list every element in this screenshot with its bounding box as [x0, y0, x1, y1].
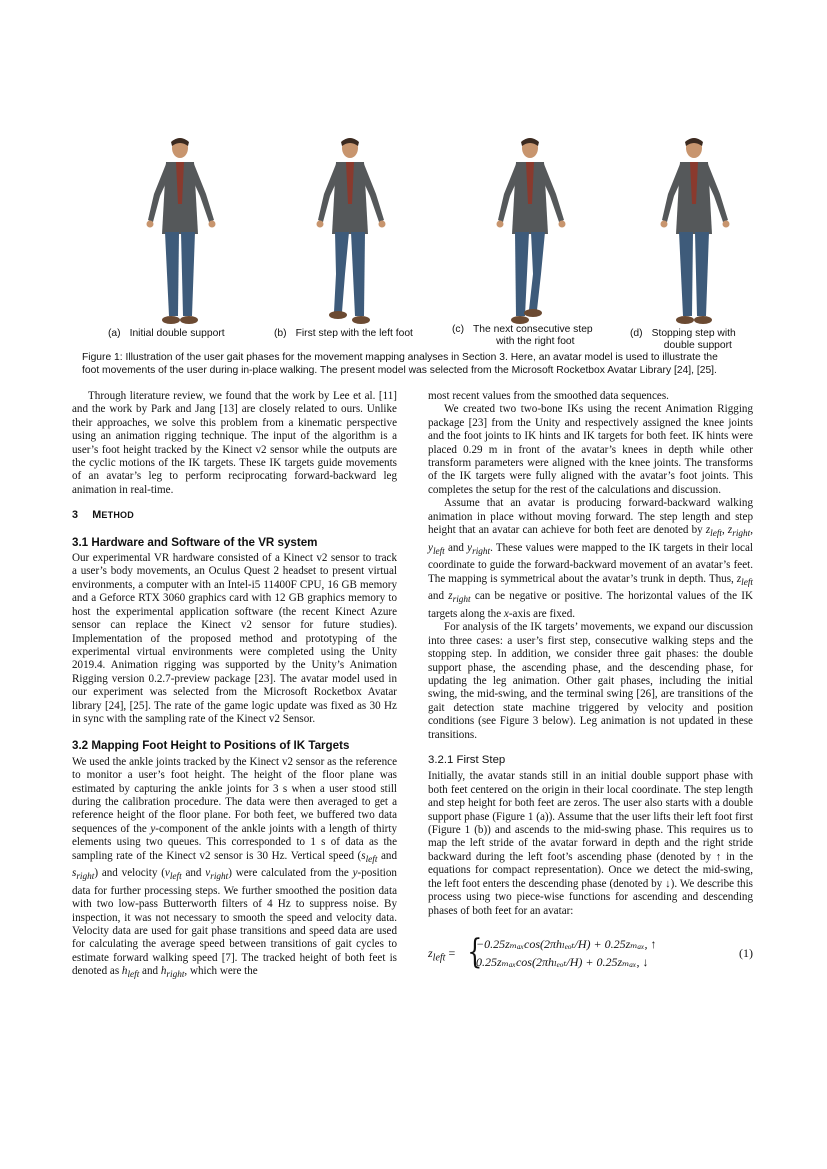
subfigure-text: Initial double support: [129, 328, 225, 339]
text-run: , which were the: [184, 965, 258, 978]
brace-symbol: {: [467, 931, 483, 972]
subfigure-caption-b: [274, 328, 413, 340]
equation-1: [428, 931, 753, 976]
math-var: z: [448, 590, 453, 603]
math-sub: right: [472, 546, 491, 557]
subfigure-text: Stopping step with: [651, 328, 736, 339]
avatar-image-b: [288, 128, 408, 353]
figure-caption: [82, 352, 762, 377]
text-run: . These values were mapped to the IK targets in their local coordinate to guide the forward-backward movement of an avatar’s feet. The mapping is symmetrical about the avatar’s trunk in depth. Thus,: [428, 541, 753, 585]
section-title-rest: ETHOD: [101, 510, 134, 521]
text-run: We used the ankle joints tracked by the Kinect v2 sensor as the reference to monitor a user’s foot height. The height of the floor plane was estimated by capturing the ankle joints for 3 s when a user stood still during the calibration procedure. The data were then averaged to get a reference height of the floor plane. For both feet, we buffered two data sequences of the: [72, 755, 397, 835]
math-sub: right: [210, 872, 229, 883]
math-var: x: [503, 607, 509, 620]
subfigure-label: (a): [108, 328, 121, 339]
math-sub: left: [710, 529, 722, 540]
math-sub: left: [432, 546, 445, 557]
figure-caption-line: Figure 1: Illustration of the user gait phases for the movement mapping analyses in Section 3. Here, an avatar model is used to illustrate the: [82, 352, 718, 363]
section-title-initial: M: [92, 509, 102, 522]
subfigure-text: double support: [663, 340, 732, 351]
math-sub: right: [452, 595, 471, 606]
math-var: h: [121, 965, 128, 978]
equation-case-ascending: −0.25zₘₐₓcos(2πhₗₑₒₜ/H) + 0.25zₘₐₓ, ↑: [476, 936, 657, 951]
section-heading-method: [72, 509, 397, 522]
math-var: v: [205, 867, 211, 880]
subfigure-caption-c: [452, 324, 593, 348]
text-run: Assume that an avatar is producing forward-backward walking animation in place without moving forward. The step length and step height that an avatar can achieve for both feet are denoted by: [428, 497, 753, 537]
paragraph-analysis: For analysis of the IK targets’ movements, we expand our discussion into three cases: a user’s first step, consecutive walking steps and the stopping step. In addition, we consider three gait phases: the double support phase, the ascending phase, and the descending phase, for updating the leg animation. Other gait phases, including the initial swing, the mid-swing, and the terminal swing [26], are transitions of the gait detection state machine triggered by velocity and position conditions (see Figure 3 below). Leg animation is not updated in these transitions.: [428, 621, 753, 741]
math-sub: left: [127, 970, 140, 981]
text-run: -component of the ankle joints with a length of thirty elements using two queues. This corresponded to 1 s of data as the sampling rate of the Kinect v2 sensor is 30 Hz. Vertical speed (: [72, 822, 397, 862]
equation-number: (1): [739, 945, 753, 960]
text-run: and: [428, 590, 449, 603]
math-sub: left: [432, 952, 446, 964]
math-var: z: [705, 524, 711, 537]
math-var: z: [727, 524, 733, 537]
equation-case-descending: 0.25zₘₐₓcos(2πhₗₑₒₜ/H) + 0.25zₘₐₓ, ↓: [476, 954, 649, 969]
subfigure-label: (c): [452, 324, 465, 335]
avatar-image-d: [634, 128, 754, 353]
subfigure-label: (b): [274, 328, 287, 339]
paragraph-ik-setup: We created two two-bone IKs using the recent Animation Rigging package [23] from the Unity and respectively assigned the knee joints and the foot joints to IK hints and IK targets for both feet. IK hints were placed 0.29 m in front of the avatar’s knees in depth while other transform parameters were aligned with the knee joints. The transforms of the IK targets were fully aligned with the avatar’s foot joints. This completes the setup for the rest of the calculations and discussion.: [428, 403, 753, 496]
figure-caption-line: foot movements of the user during in-place walking. The present model was selected from the Microsoft Rocketbox Avatar Library [24], [25].: [82, 364, 717, 376]
section-number: 3: [72, 509, 79, 522]
math-sub: left: [741, 577, 753, 588]
equation-lhs: [428, 947, 455, 965]
subfigure-text: with the right foot: [496, 336, 575, 347]
text-run: ,: [750, 524, 753, 537]
paragraph-assumption: [428, 497, 753, 621]
paragraph-continued: most recent values from the smoothed data sequences.: [428, 390, 669, 402]
math-var: y: [352, 867, 358, 880]
avatar-image-a: [120, 128, 240, 353]
math-var: s: [361, 849, 366, 862]
math-sub: right: [166, 970, 185, 981]
subfigure-caption-a: [108, 328, 225, 340]
figure-1: [0, 128, 827, 378]
math-sub: left: [365, 854, 378, 865]
text-run: and: [444, 541, 468, 554]
text-run: ,: [721, 524, 728, 537]
math-var: y: [150, 822, 156, 835]
left-column: [72, 390, 397, 983]
math-sub: right: [76, 872, 95, 883]
math-var: h: [160, 965, 167, 978]
text-run: ) and velocity (: [94, 867, 165, 880]
math-var: z: [736, 572, 742, 585]
avatar-figure: [130, 134, 230, 334]
subsubsection-heading-3-2-1: 3.2.1 First Step: [428, 754, 506, 767]
paragraph-hardware: Our experimental VR hardware consisted of a Kinect v2 sensor to track a user’s body movements, an Oculus Quest 2 headset to present virtual environments, a computer with an Intel-i5 11400F CPU, 16 GB memory and a Geforce RTX 3060 graphics card with 12 GB graphics memory to host the experimental application software (the recent Kinect Azure sensor can replace the Kinect v2 sensor for future studies). Implementation of the proposed method and prototyping of the experimental virtual environments were completed using the Unity 2019.4. Animation rigging was supported by the Unity’s Animation Rigging version 0.2.7-preview package [23]. The avatar model used in our experiment was selected from the Microsoft Rocketbox Avatar library [24], [25]. The rate of the game logic update was fixed as 30 Hz in sync with the sampling rate of the Kinect v2 Sensor.: [72, 552, 397, 725]
right-column: [428, 390, 753, 976]
text-run: and: [139, 965, 161, 978]
avatar-figure: [298, 134, 398, 334]
avatar-figure: [475, 134, 575, 334]
intro-paragraph: Through literature review, we found that the work by Lee et al. [11] and the work by Park and Jang [13] are closely related to ours. Unlike their approaches, we solve this problem from a kinematic perspective using an animation rigging technique. The input of the algorithm is a user’s foot height tracked by the Kinect v2 sensor while the outputs are the cyclic motions of the IK targets. These IK targets guide movements of an avatar’s leg to perform reciprocating forward-backward leg animation in real-time.: [72, 390, 397, 496]
text-run: -axis are fixed.: [508, 607, 576, 620]
math-var: z: [428, 945, 433, 960]
math-var: s: [72, 867, 77, 880]
subsection-heading-3-1: 3.1 Hardware and Software of the VR system: [72, 535, 318, 549]
avatar-image-c: [465, 128, 585, 353]
paragraph-mapping: [72, 756, 397, 983]
text-run: ) were calculated from the: [228, 867, 353, 880]
subfigure-label: (d): [630, 328, 643, 339]
text-run: -position data for further processing steps. We further smoothed the position data with two low-pass Butterworth filters of 4 Hz to suppress noise. By inspection, it was not necessary to smooth the speed and velocity data. Velocity data are used for gait phase transitions and speed data are used for calculating the average speed between transitions of gait cycles to estimate forward walking speed [7]. The tracked height of both feet is denoted as: [72, 867, 397, 978]
subsection-heading-3-2: 3.2 Mapping Foot Height to Positions of IK Targets: [72, 739, 350, 753]
math-var: v: [164, 867, 170, 880]
math-var: y: [467, 541, 473, 554]
math-sub: left: [169, 872, 182, 883]
paragraph-first-step: Initially, the avatar stands still in an initial double support phase with both feet centered on the origin in their local coordinate. The step length and step height for both feet are zeros. The user also starts with a double support phase (Figure 1 (a)). Assume that the user lifts their left foot first (Figure 1 (b)) and ascends to the mid-swing phase. This requires us to map the left stride of the avatar forward in depth and the right stride backward during the left foot’s ascending phase (denoted by ↑ in the equations for compact representation). Once we detect the mid-swing, the left foot enters the descending phase (denoted by ↓). We describe this process using two piece-wise functions for ascending and descending phases of both feet for an avatar:: [428, 770, 753, 917]
equals-sign: =: [445, 945, 456, 960]
subfigure-caption-d: [630, 328, 736, 352]
math-sub: right: [732, 529, 751, 540]
avatar-figure: [644, 134, 744, 334]
text-run: and: [377, 849, 397, 862]
text-run: and: [181, 867, 206, 880]
math-var: y: [428, 541, 433, 554]
subfigure-text: The next consecutive step: [473, 324, 593, 335]
subfigure-text: First step with the left foot: [295, 328, 413, 339]
text-run: can be negative or positive. The horizontal values of the IK targets along the: [428, 590, 753, 620]
